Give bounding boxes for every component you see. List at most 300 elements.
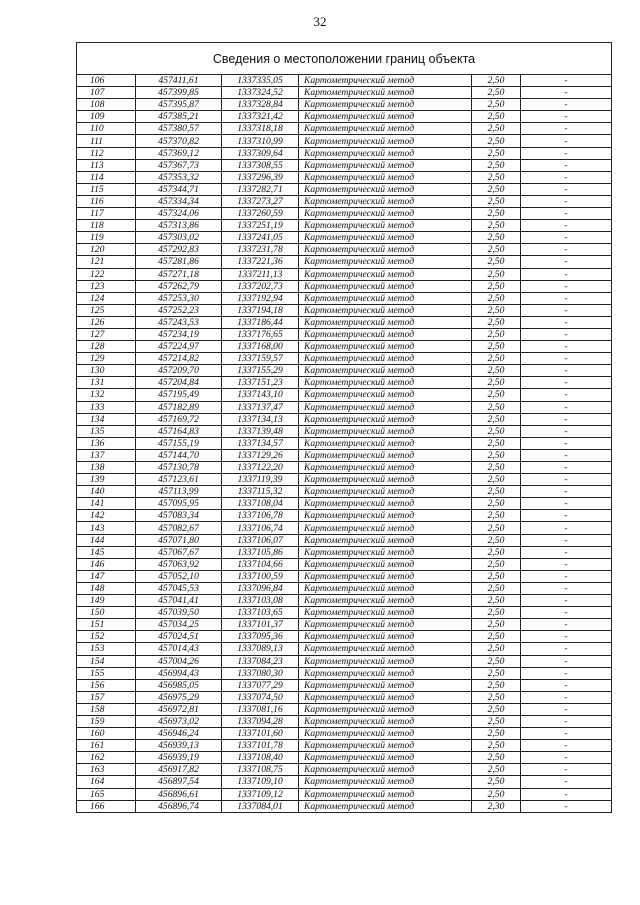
y-coordinate-cell: 1337089,13 <box>222 643 299 655</box>
method-cell: Картометрический метод <box>299 570 472 582</box>
y-coordinate-cell: 1337115,32 <box>222 486 299 498</box>
y-coordinate-cell: 1337221,36 <box>222 256 299 268</box>
x-coordinate-cell: 456973,02 <box>136 715 222 727</box>
point-number-cell: 162 <box>77 752 136 764</box>
y-coordinate-cell: 1337119,39 <box>222 474 299 486</box>
point-number-cell: 112 <box>77 147 136 159</box>
accuracy-cell: 2,50 <box>472 667 521 679</box>
description-cell: - <box>521 75 612 87</box>
x-coordinate-cell: 457063,92 <box>136 558 222 570</box>
point-number-cell: 108 <box>77 99 136 111</box>
point-number-cell: 127 <box>77 328 136 340</box>
point-number-cell: 119 <box>77 232 136 244</box>
description-cell: - <box>521 220 612 232</box>
description-cell: - <box>521 304 612 316</box>
x-coordinate-cell: 457209,70 <box>136 365 222 377</box>
description-cell: - <box>521 183 612 195</box>
method-cell: Картометрический метод <box>299 462 472 474</box>
description-cell: - <box>521 667 612 679</box>
method-cell: Картометрический метод <box>299 474 472 486</box>
description-cell: - <box>521 268 612 280</box>
y-coordinate-cell: 1337241,05 <box>222 232 299 244</box>
y-coordinate-cell: 1337134,13 <box>222 413 299 425</box>
method-cell: Картометрический метод <box>299 268 472 280</box>
method-cell: Картометрический метод <box>299 220 472 232</box>
x-coordinate-cell: 457243,53 <box>136 316 222 328</box>
table-row <box>77 534 612 546</box>
x-coordinate-cell: 457353,32 <box>136 171 222 183</box>
method-cell: Картометрический метод <box>299 655 472 667</box>
y-coordinate-cell: 1337260,59 <box>222 208 299 220</box>
y-coordinate-cell: 1337103,65 <box>222 607 299 619</box>
y-coordinate-cell: 1337084,01 <box>222 800 299 812</box>
table-row <box>77 208 612 220</box>
y-coordinate-cell: 1337077,29 <box>222 679 299 691</box>
description-cell: - <box>521 462 612 474</box>
description-cell: - <box>521 111 612 123</box>
x-coordinate-cell: 456897,54 <box>136 776 222 788</box>
point-number-cell: 123 <box>77 280 136 292</box>
point-number-cell: 133 <box>77 401 136 413</box>
accuracy-cell: 2,50 <box>472 655 521 667</box>
table-row <box>77 389 612 401</box>
x-coordinate-cell: 457324,06 <box>136 208 222 220</box>
table-row <box>77 558 612 570</box>
accuracy-cell: 2,50 <box>472 328 521 340</box>
method-cell: Картометрический метод <box>299 546 472 558</box>
description-cell: - <box>521 570 612 582</box>
point-number-cell: 157 <box>77 691 136 703</box>
y-coordinate-cell: 1337101,60 <box>222 728 299 740</box>
method-cell: Картометрический метод <box>299 280 472 292</box>
point-number-cell: 118 <box>77 220 136 232</box>
accuracy-cell: 2,50 <box>472 619 521 631</box>
x-coordinate-cell: 457164,83 <box>136 425 222 437</box>
y-coordinate-cell: 1337186,44 <box>222 316 299 328</box>
y-coordinate-cell: 1337122,20 <box>222 462 299 474</box>
x-coordinate-cell: 456946,24 <box>136 728 222 740</box>
method-cell: Картометрический метод <box>299 171 472 183</box>
method-cell: Картометрический метод <box>299 788 472 800</box>
accuracy-cell: 2,50 <box>472 75 521 87</box>
accuracy-cell: 2,50 <box>472 546 521 558</box>
table-row <box>77 631 612 643</box>
description-cell: - <box>521 292 612 304</box>
x-coordinate-cell: 457334,34 <box>136 195 222 207</box>
method-cell: Картометрический метод <box>299 619 472 631</box>
table-row <box>77 752 612 764</box>
point-number-cell: 154 <box>77 655 136 667</box>
description-cell: - <box>521 764 612 776</box>
method-cell: Картометрический метод <box>299 195 472 207</box>
table-row <box>77 788 612 800</box>
method-cell: Картометрический метод <box>299 135 472 147</box>
point-number-cell: 166 <box>77 800 136 812</box>
x-coordinate-cell: 457344,71 <box>136 183 222 195</box>
description-cell: - <box>521 425 612 437</box>
method-cell: Картометрический метод <box>299 437 472 449</box>
table-row <box>77 232 612 244</box>
method-cell: Картометрический метод <box>299 558 472 570</box>
accuracy-cell: 2,50 <box>472 365 521 377</box>
table-row <box>77 728 612 740</box>
method-cell: Картометрический метод <box>299 595 472 607</box>
table-row <box>77 87 612 99</box>
method-cell: Картометрический метод <box>299 667 472 679</box>
point-number-cell: 136 <box>77 437 136 449</box>
method-cell: Картометрический метод <box>299 703 472 715</box>
x-coordinate-cell: 457234,19 <box>136 328 222 340</box>
method-cell: Картометрический метод <box>299 534 472 546</box>
point-number-cell: 131 <box>77 377 136 389</box>
accuracy-cell: 2,50 <box>472 268 521 280</box>
x-coordinate-cell: 457014,43 <box>136 643 222 655</box>
y-coordinate-cell: 1337106,78 <box>222 510 299 522</box>
method-cell: Картометрический метод <box>299 353 472 365</box>
description-cell: - <box>521 715 612 727</box>
description-cell: - <box>521 377 612 389</box>
x-coordinate-cell: 457303,02 <box>136 232 222 244</box>
y-coordinate-cell: 1337129,26 <box>222 449 299 461</box>
y-coordinate-cell: 1337211,13 <box>222 268 299 280</box>
point-number-cell: 138 <box>77 462 136 474</box>
y-coordinate-cell: 1337137,47 <box>222 401 299 413</box>
description-cell: - <box>521 280 612 292</box>
accuracy-cell: 2,50 <box>472 691 521 703</box>
x-coordinate-cell: 457262,79 <box>136 280 222 292</box>
table-row <box>77 268 612 280</box>
description-cell: - <box>521 123 612 135</box>
method-cell: Картометрический метод <box>299 401 472 413</box>
accuracy-cell: 2,50 <box>472 135 521 147</box>
x-coordinate-cell: 456896,74 <box>136 800 222 812</box>
description-cell: - <box>521 703 612 715</box>
table-row <box>77 401 612 413</box>
accuracy-cell: 2,50 <box>472 703 521 715</box>
method-cell: Картометрический метод <box>299 691 472 703</box>
x-coordinate-cell: 457130,78 <box>136 462 222 474</box>
y-coordinate-cell: 1337100,59 <box>222 570 299 582</box>
description-cell: - <box>521 582 612 594</box>
method-cell: Картометрический метод <box>299 208 472 220</box>
table-row <box>77 800 612 812</box>
point-number-cell: 160 <box>77 728 136 740</box>
point-number-cell: 117 <box>77 208 136 220</box>
table-row <box>77 474 612 486</box>
method-cell: Картометрический метод <box>299 582 472 594</box>
description-cell: - <box>521 171 612 183</box>
description-cell: - <box>521 752 612 764</box>
x-coordinate-cell: 457253,30 <box>136 292 222 304</box>
point-number-cell: 161 <box>77 740 136 752</box>
accuracy-cell: 2,50 <box>472 208 521 220</box>
description-cell: - <box>521 135 612 147</box>
method-cell: Картометрический метод <box>299 800 472 812</box>
description-cell: - <box>521 365 612 377</box>
point-number-cell: 149 <box>77 595 136 607</box>
boundary-table-sheet <box>76 42 612 813</box>
accuracy-cell: 2,50 <box>472 498 521 510</box>
accuracy-cell: 2,50 <box>472 607 521 619</box>
y-coordinate-cell: 1337296,39 <box>222 171 299 183</box>
y-coordinate-cell: 1337273,27 <box>222 195 299 207</box>
y-coordinate-cell: 1337109,12 <box>222 788 299 800</box>
description-cell: - <box>521 546 612 558</box>
accuracy-cell: 2,50 <box>472 220 521 232</box>
method-cell: Картометрический метод <box>299 244 472 256</box>
point-number-cell: 107 <box>77 87 136 99</box>
x-coordinate-cell: 457052,10 <box>136 570 222 582</box>
y-coordinate-cell: 1337103,08 <box>222 595 299 607</box>
point-number-cell: 144 <box>77 534 136 546</box>
table-row <box>77 377 612 389</box>
table-row <box>77 643 612 655</box>
table-row <box>77 304 612 316</box>
accuracy-cell: 2,50 <box>472 304 521 316</box>
method-cell: Картометрический метод <box>299 328 472 340</box>
table-row <box>77 292 612 304</box>
point-number-cell: 114 <box>77 171 136 183</box>
y-coordinate-cell: 1337282,71 <box>222 183 299 195</box>
point-number-cell: 165 <box>77 788 136 800</box>
description-cell: - <box>521 232 612 244</box>
x-coordinate-cell: 457214,82 <box>136 353 222 365</box>
accuracy-cell: 2,50 <box>472 510 521 522</box>
x-coordinate-cell: 457399,85 <box>136 87 222 99</box>
x-coordinate-cell: 457395,87 <box>136 99 222 111</box>
accuracy-cell: 2,50 <box>472 159 521 171</box>
y-coordinate-cell: 1337159,57 <box>222 353 299 365</box>
y-coordinate-cell: 1337139,48 <box>222 425 299 437</box>
point-number-cell: 121 <box>77 256 136 268</box>
method-cell: Картометрический метод <box>299 643 472 655</box>
x-coordinate-cell: 457039,50 <box>136 607 222 619</box>
accuracy-cell: 2,50 <box>472 740 521 752</box>
y-coordinate-cell: 1337176,65 <box>222 328 299 340</box>
method-cell: Картометрический метод <box>299 679 472 691</box>
accuracy-cell: 2,50 <box>472 449 521 461</box>
y-coordinate-cell: 1337106,74 <box>222 522 299 534</box>
table-row <box>77 486 612 498</box>
description-cell: - <box>521 655 612 667</box>
accuracy-cell: 2,50 <box>472 534 521 546</box>
description-cell: - <box>521 474 612 486</box>
table-row <box>77 220 612 232</box>
accuracy-cell: 2,50 <box>472 582 521 594</box>
point-number-cell: 164 <box>77 776 136 788</box>
table-row <box>77 437 612 449</box>
description-cell: - <box>521 449 612 461</box>
point-number-cell: 140 <box>77 486 136 498</box>
boundary-coordinates-table <box>76 74 612 813</box>
table-row <box>77 740 612 752</box>
y-coordinate-cell: 1337095,36 <box>222 631 299 643</box>
x-coordinate-cell: 457313,86 <box>136 220 222 232</box>
x-coordinate-cell: 457004,26 <box>136 655 222 667</box>
point-number-cell: 134 <box>77 413 136 425</box>
x-coordinate-cell: 457204,84 <box>136 377 222 389</box>
point-number-cell: 155 <box>77 667 136 679</box>
y-coordinate-cell: 1337074,50 <box>222 691 299 703</box>
point-number-cell: 110 <box>77 123 136 135</box>
point-number-cell: 120 <box>77 244 136 256</box>
x-coordinate-cell: 457024,51 <box>136 631 222 643</box>
method-cell: Картометрический метод <box>299 147 472 159</box>
y-coordinate-cell: 1337335,05 <box>222 75 299 87</box>
method-cell: Картометрический метод <box>299 99 472 111</box>
table-row <box>77 123 612 135</box>
description-cell: - <box>521 679 612 691</box>
point-number-cell: 153 <box>77 643 136 655</box>
table-row <box>77 655 612 667</box>
point-number-cell: 152 <box>77 631 136 643</box>
y-coordinate-cell: 1337168,00 <box>222 341 299 353</box>
table-row <box>77 498 612 510</box>
description-cell: - <box>521 87 612 99</box>
y-coordinate-cell: 1337151,23 <box>222 377 299 389</box>
y-coordinate-cell: 1337321,42 <box>222 111 299 123</box>
x-coordinate-cell: 457067,67 <box>136 546 222 558</box>
x-coordinate-cell: 457380,57 <box>136 123 222 135</box>
accuracy-cell: 2,50 <box>472 486 521 498</box>
method-cell: Картометрический метод <box>299 607 472 619</box>
table-row <box>77 183 612 195</box>
x-coordinate-cell: 456985,05 <box>136 679 222 691</box>
point-number-cell: 163 <box>77 764 136 776</box>
accuracy-cell: 2,50 <box>472 715 521 727</box>
accuracy-cell: 2,50 <box>472 280 521 292</box>
y-coordinate-cell: 1337101,37 <box>222 619 299 631</box>
point-number-cell: 150 <box>77 607 136 619</box>
y-coordinate-cell: 1337096,84 <box>222 582 299 594</box>
accuracy-cell: 2,30 <box>472 800 521 812</box>
x-coordinate-cell: 457034,25 <box>136 619 222 631</box>
accuracy-cell: 2,50 <box>472 316 521 328</box>
description-cell: - <box>521 389 612 401</box>
accuracy-cell: 2,50 <box>472 462 521 474</box>
accuracy-cell: 2,50 <box>472 474 521 486</box>
description-cell: - <box>521 728 612 740</box>
y-coordinate-cell: 1337101,78 <box>222 740 299 752</box>
method-cell: Картометрический метод <box>299 341 472 353</box>
table-row <box>77 764 612 776</box>
point-number-cell: 141 <box>77 498 136 510</box>
method-cell: Картометрический метод <box>299 764 472 776</box>
y-coordinate-cell: 1337318,18 <box>222 123 299 135</box>
accuracy-cell: 2,50 <box>472 341 521 353</box>
x-coordinate-cell: 457123,61 <box>136 474 222 486</box>
table-row <box>77 462 612 474</box>
table-row <box>77 619 612 631</box>
x-coordinate-cell: 457411,61 <box>136 75 222 87</box>
method-cell: Картометрический метод <box>299 752 472 764</box>
y-coordinate-cell: 1337108,40 <box>222 752 299 764</box>
method-cell: Картометрический метод <box>299 377 472 389</box>
point-number-cell: 109 <box>77 111 136 123</box>
table-row <box>77 147 612 159</box>
x-coordinate-cell: 457252,23 <box>136 304 222 316</box>
y-coordinate-cell: 1337324,52 <box>222 87 299 99</box>
table-row <box>77 607 612 619</box>
y-coordinate-cell: 1337155,29 <box>222 365 299 377</box>
accuracy-cell: 2,50 <box>472 570 521 582</box>
accuracy-cell: 2,50 <box>472 389 521 401</box>
point-number-cell: 124 <box>77 292 136 304</box>
point-number-cell: 130 <box>77 365 136 377</box>
table-row <box>77 703 612 715</box>
method-cell: Картометрический метод <box>299 510 472 522</box>
method-cell: Картометрический метод <box>299 304 472 316</box>
method-cell: Картометрический метод <box>299 316 472 328</box>
x-coordinate-cell: 457281,86 <box>136 256 222 268</box>
accuracy-cell: 2,50 <box>472 353 521 365</box>
x-coordinate-cell: 457195,49 <box>136 389 222 401</box>
table-row <box>77 328 612 340</box>
x-coordinate-cell: 456975,29 <box>136 691 222 703</box>
accuracy-cell: 2,50 <box>472 728 521 740</box>
point-number-cell: 147 <box>77 570 136 582</box>
table-row <box>77 679 612 691</box>
point-number-cell: 125 <box>77 304 136 316</box>
y-coordinate-cell: 1337192,94 <box>222 292 299 304</box>
y-coordinate-cell: 1337081,16 <box>222 703 299 715</box>
y-coordinate-cell: 1337094,28 <box>222 715 299 727</box>
x-coordinate-cell: 457041,41 <box>136 595 222 607</box>
x-coordinate-cell: 457071,80 <box>136 534 222 546</box>
accuracy-cell: 2,50 <box>472 147 521 159</box>
table-row <box>77 776 612 788</box>
method-cell: Картометрический метод <box>299 389 472 401</box>
table-row <box>77 75 612 87</box>
y-coordinate-cell: 1337194,18 <box>222 304 299 316</box>
x-coordinate-cell: 456896,61 <box>136 788 222 800</box>
accuracy-cell: 2,50 <box>472 195 521 207</box>
table-row <box>77 582 612 594</box>
table-row <box>77 691 612 703</box>
x-coordinate-cell: 457082,67 <box>136 522 222 534</box>
accuracy-cell: 2,50 <box>472 413 521 425</box>
accuracy-cell: 2,50 <box>472 377 521 389</box>
point-number-cell: 137 <box>77 449 136 461</box>
description-cell: - <box>521 595 612 607</box>
x-coordinate-cell: 457083,34 <box>136 510 222 522</box>
accuracy-cell: 2,50 <box>472 631 521 643</box>
method-cell: Картометрический метод <box>299 159 472 171</box>
description-cell: - <box>521 534 612 546</box>
x-coordinate-cell: 456939,13 <box>136 740 222 752</box>
table-row <box>77 570 612 582</box>
method-cell: Картометрический метод <box>299 776 472 788</box>
point-number-cell: 158 <box>77 703 136 715</box>
x-coordinate-cell: 456917,82 <box>136 764 222 776</box>
point-number-cell: 143 <box>77 522 136 534</box>
x-coordinate-cell: 456939,19 <box>136 752 222 764</box>
table-row <box>77 99 612 111</box>
table-row <box>77 667 612 679</box>
table-row <box>77 256 612 268</box>
y-coordinate-cell: 1337106,07 <box>222 534 299 546</box>
description-cell: - <box>521 498 612 510</box>
accuracy-cell: 2,50 <box>472 558 521 570</box>
description-cell: - <box>521 413 612 425</box>
accuracy-cell: 2,50 <box>472 522 521 534</box>
method-cell: Картометрический метод <box>299 449 472 461</box>
method-cell: Картометрический метод <box>299 292 472 304</box>
method-cell: Картометрический метод <box>299 123 472 135</box>
accuracy-cell: 2,50 <box>472 764 521 776</box>
table-row <box>77 280 612 292</box>
method-cell: Картометрический метод <box>299 413 472 425</box>
